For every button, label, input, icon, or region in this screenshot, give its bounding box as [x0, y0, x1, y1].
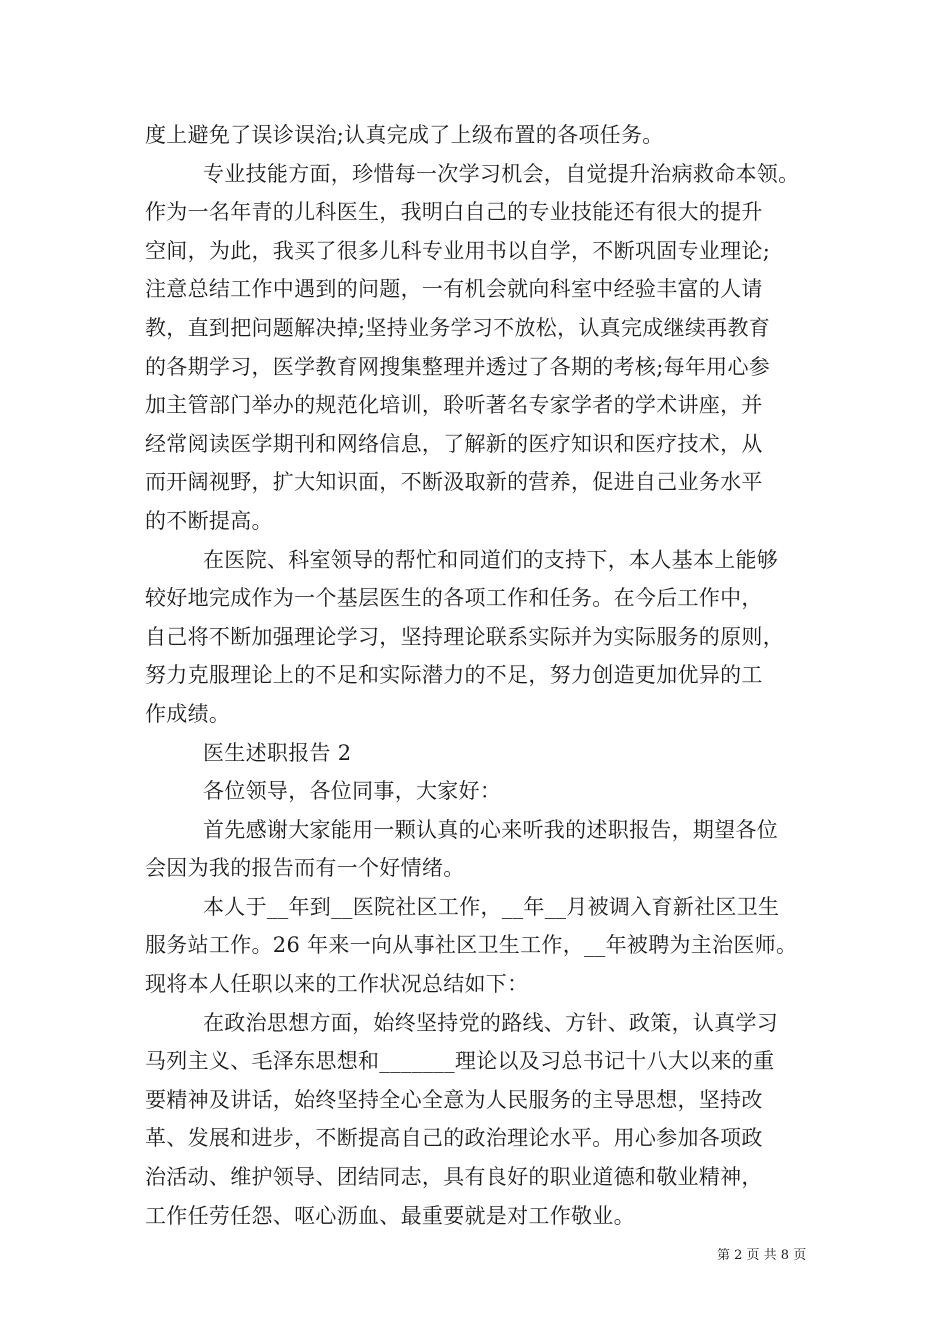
- text-line: 首先感谢大家能用一颗认真的心来听我的述职报告，期望各位: [203, 817, 779, 842]
- text-line: 的不断提高。: [145, 508, 273, 533]
- text-line: 马列主义、毛泽东思想和_______理论以及习总书记十八大以来的重: [145, 1049, 775, 1074]
- text-line: 度上避免了误诊误治;认真完成了上级布置的各项任务。: [145, 123, 664, 147]
- text-line: 注意总结工作中遇到的问题，一有机会就向科室中经验丰富的人请: [145, 277, 763, 302]
- text-line: 会因为我的报告而有一个好情绪。: [145, 856, 465, 881]
- text-line: 革、发展和进步，不断提高自己的政治理论水平。用心参加各项政: [145, 1126, 763, 1151]
- text-line: 经常阅读医学期刊和网络信息，了解新的医疗知识和医疗技术，从: [145, 431, 763, 456]
- text-line: 本人于__年到__医院社区工作，__年__月被调入育新社区卫生: [203, 894, 780, 919]
- text-line: 空间，为此，我买了很多儿科专业用书以自学，不断巩固专业理论;: [145, 238, 771, 263]
- section-heading: 医生述职报告 2: [203, 740, 352, 765]
- text-line: 服务站工作。26 年来一向从事社区卫生工作，__年被聘为主治医师。: [145, 933, 798, 958]
- text-line: 各位领导，各位同事，大家好：: [203, 779, 502, 804]
- text-line: 加主管部门举办的规范化培训，聆听著名专家学者的学术讲座，并: [145, 393, 763, 418]
- page-number-footer: 第 2 页 共 8 页: [717, 1248, 807, 1263]
- text-line: 自己将不断加强理论学习，坚持理论联系实际并为实际服务的原则，: [145, 624, 784, 649]
- text-line: 治活动、维护领导、团结同志，具有良好的职业道德和敬业精神，: [145, 1165, 763, 1190]
- text-line: 在政治思想方面，始终坚持党的路线、方针、政策，认真学习: [203, 1010, 779, 1035]
- text-line: 的各期学习，医学教育网搜集整理并透过了各期的考核;每年用心参: [145, 354, 771, 379]
- text-line: 教，直到把问题解决掉;坚持业务学习不放松，认真完成继续再教育: [145, 315, 771, 340]
- text-line: 现将本人任职以来的工作状况总结如下：: [145, 972, 529, 997]
- text-line: 努力克服理论上的不足和实际潜力的不足，努力创造更加优异的工: [145, 663, 763, 688]
- text-line: 较好地完成作为一个基层医生的各项工作和任务。在今后工作中，: [145, 586, 763, 611]
- text-line: 作为一名年青的儿科医生，我明白自己的专业技能还有很大的提升: [145, 200, 763, 225]
- text-line: 专业技能方面，珍惜每一次学习机会，自觉提升治病救命本领。: [203, 161, 800, 186]
- body-text: [145, 116, 825, 1235]
- text-line: 作成绩。: [145, 701, 231, 726]
- text-line: 在医院、科室领导的帮忙和同道们的支持下，本人基本上能够: [203, 547, 779, 572]
- text-line: 要精神及讲话，始终坚持全心全意为人民服务的主导思想，坚持改: [145, 1087, 763, 1112]
- text-line: 工作任劳任怨、呕心沥血、最重要就是对工作敬业。: [145, 1203, 635, 1228]
- text-line: 而开阔视野，扩大知识面，不断汲取新的营养，促进自己业务水平: [145, 470, 763, 495]
